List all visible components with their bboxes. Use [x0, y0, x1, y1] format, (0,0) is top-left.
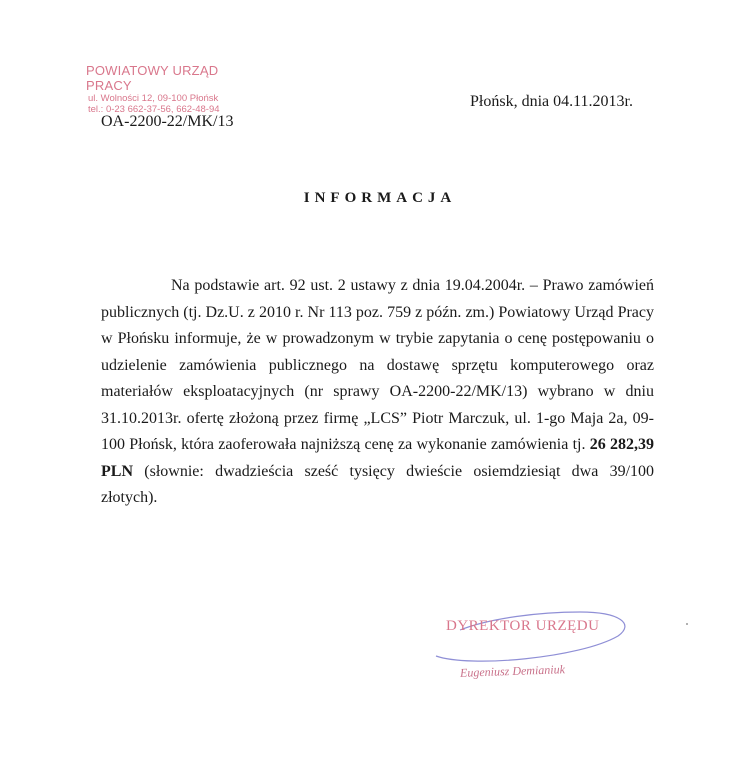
stamp-title: POWIATOWY URZĄD PRACY	[86, 63, 219, 93]
scan-speck	[686, 623, 688, 625]
body-paragraph	[101, 273, 654, 512]
place-date: Płońsk, dnia 04.11.2013r.	[470, 93, 633, 110]
office-stamp	[86, 64, 261, 116]
stamp-address: ul. Wolności 12, 09-100 Płońsk	[88, 92, 219, 104]
signature-title: DYREKTOR URZĘDU	[446, 618, 600, 634]
reference-number: OA-2200-22/MK/13	[101, 113, 234, 130]
signature-name: Eugeniusz Demianiuk	[459, 662, 566, 680]
document-heading: INFORMACJA	[303, 190, 457, 206]
body-text-part1: Na podstawie art. 92 ust. 2 ustawy z dnia 19.04.2004r. – Prawo zamówień publicznych (tj. Dz.U. z 2010 r. Nr 113 poz. 759 z późn. zm.) Powiatowy Urząd Pracy w Płońsku informuje, że w prowadzonym w trybie zapytania o cenę postępowaniu o udzielenie zamówienia publicznego na dostawę sprzętu komputerowego oraz materiałów eksploatacyjnych (nr sprawy OA-2200-22/MK/13) wybrano w dniu 31.10.2013r. ofertę złożoną przez firmę „LCS” Piotr Marczuk, ul. 1-go Maja 2a, 09-100 Płońsk, która zaoferowała najniższą cenę za wykonanie zamówienia tj.	[101, 277, 654, 453]
signature-oval-stroke	[430, 608, 630, 668]
stamp-phone: tel.: 0-23 662-37-56, 662-48-94	[88, 103, 220, 115]
amount: 26 282,39 PLN	[101, 436, 655, 480]
signature-block	[430, 608, 630, 688]
body-text-part2: (słownie: dwadzieścia sześć tysięcy dwieście osiemdziesiąt dwa 39/100 złotych).	[101, 462, 655, 506]
